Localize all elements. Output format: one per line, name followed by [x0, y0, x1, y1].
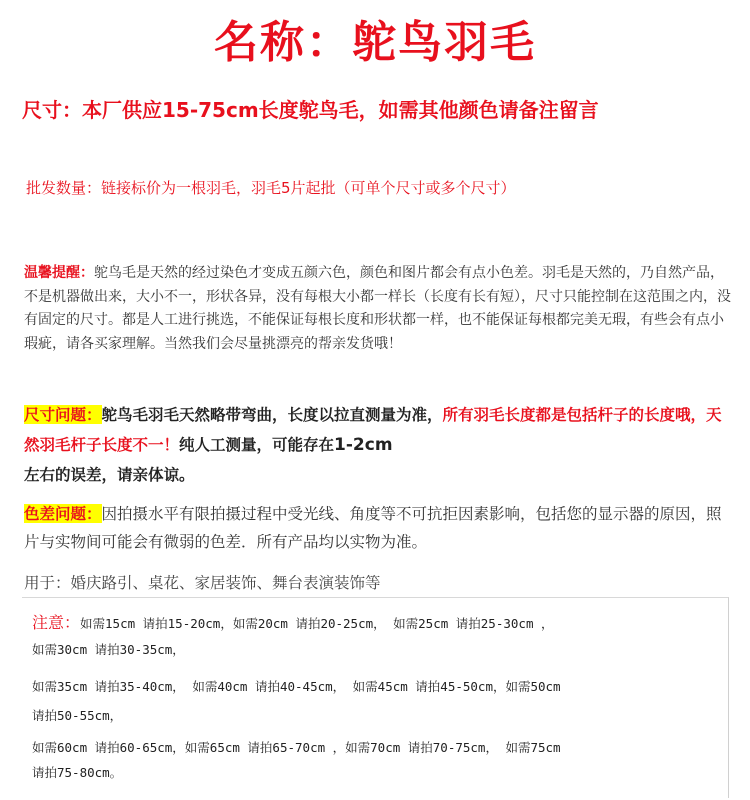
- size-issue-label: 尺寸问题：: [24, 405, 102, 424]
- size-issue-warning: 所有羽毛长度都是包括杆子的长度哦，天然羽毛杆子长度不一！: [24, 405, 722, 454]
- color-issue-text: 因拍摄水平有限拍摄过程中受光线、角度等不可抗拒因素影响，包括您的显示器的原因，照片与实物间可能会有微弱的色差．所有产品均以实物为准。: [24, 505, 722, 551]
- warm-reminder-label: 温馨提醒：: [24, 265, 94, 281]
- color-issue-label: 色差问题：: [24, 504, 102, 523]
- note-line-5: 如需60cm 请拍60-65cm，如需65cm 请拍65-70cm ，如需70cm 请拍70-75cm， 如需75cm: [32, 740, 561, 755]
- note-label: 注意：: [32, 613, 81, 632]
- note-line-3: 如需35cm 请拍35-40cm， 如需40cm 请拍40-45cm， 如需45cm 请拍45-50cm，如需50cm: [32, 679, 561, 694]
- note-line-1: [32, 610, 732, 633]
- note-line-4: 请拍50-55cm，: [32, 708, 123, 723]
- note-line-6: 请拍75-80cm。: [32, 765, 123, 780]
- size-issue-closing-text: 左右的误差，请亲体谅。: [24, 465, 195, 484]
- warm-reminder-text: 鸵鸟毛是天然的经过染色才变成五颜六色，颜色和图片都会有点小色差。羽毛是天然的，乃自然产品，不是机器做出来，大小不一，形状各异，没有每根大小都一样长（长度有长有短），尺寸只能控制在这范围之内，没有固定的尺寸。都是人工进行挑选，不能保证每根长度和形状都一样，也不能保证每根都完美无瑕，有些会有点小瑕疵，请各买家理解。当然我们会尽量挑漂亮的帮亲发货哦！: [24, 265, 731, 352]
- size-info: 尺寸：本厂供应15-75cm长度鸵鸟毛，如需其他颜色请备注留言: [22, 98, 599, 122]
- size-issue-section: [24, 400, 736, 490]
- color-issue-section: [24, 500, 736, 556]
- warm-reminder: [24, 262, 734, 356]
- page-title: 名称：鸵鸟羽毛: [214, 17, 536, 68]
- batch-quantity-info: 批发数量：链接标价为一根羽毛，羽毛5片起批（可单个尺寸或多个尺寸）: [26, 179, 516, 197]
- size-issue-measure-text: 纯人工测量，可能存在: [179, 435, 335, 454]
- size-issue-error-range: 1-2cm: [334, 435, 393, 455]
- note-line-text: 如需15cm 请拍15-20cm，如需20cm 请拍20-25cm， 如需25cm 请拍25-30cm ，: [80, 616, 554, 631]
- size-note-box: [22, 597, 729, 798]
- note-line-2: 如需30cm 请拍30-35cm，: [32, 642, 185, 657]
- usage-info: 用于：婚庆路引、桌花、家居装饰、舞台表演装饰等: [24, 574, 381, 592]
- size-issue-text: 鸵鸟毛羽毛天然略带弯曲，长度以拉直测量为准，: [101, 405, 443, 424]
